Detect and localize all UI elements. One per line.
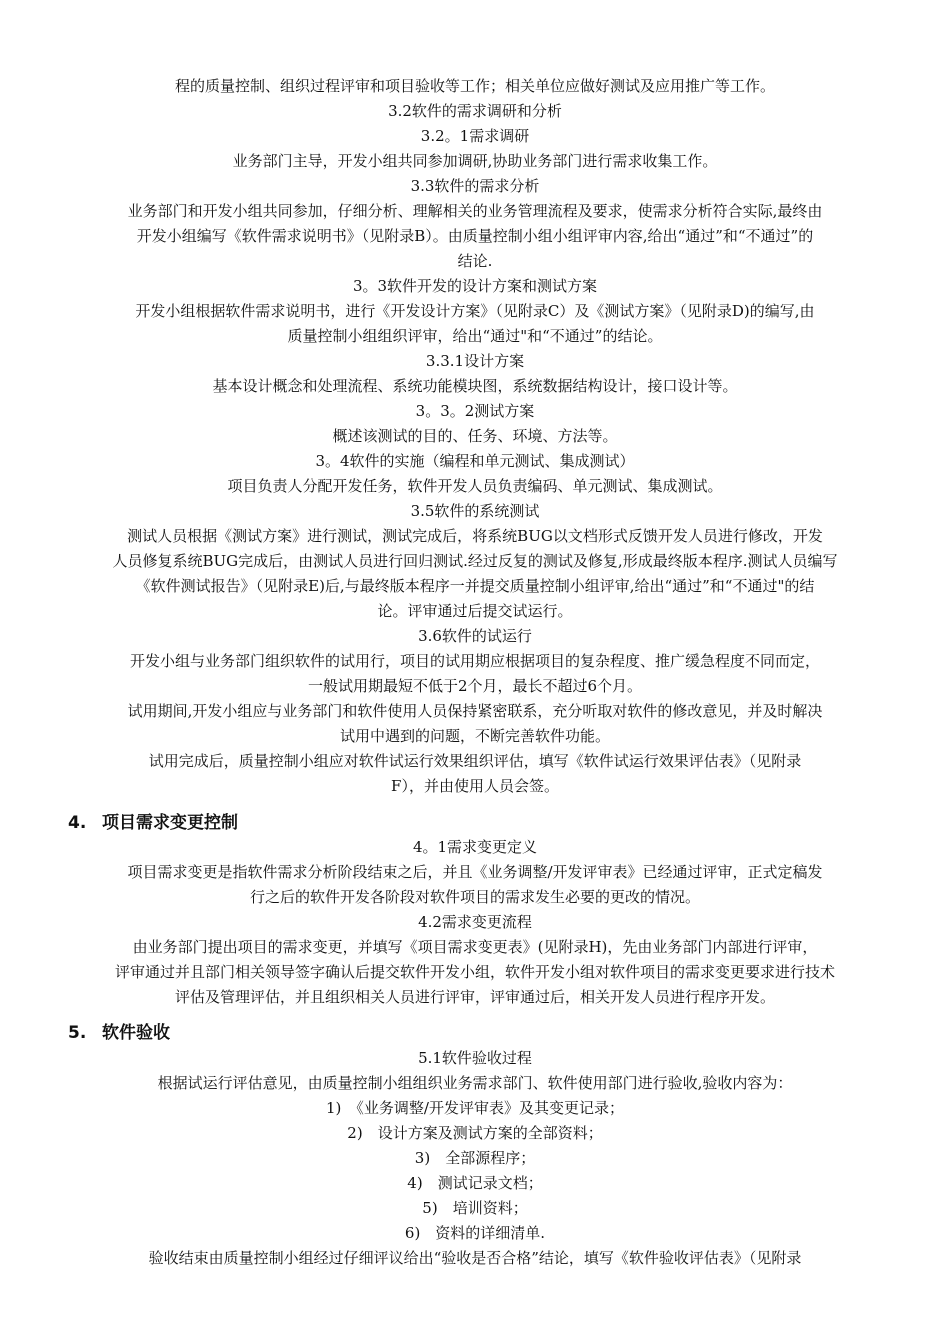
section-title: 3.5软件的系统测试: [410, 502, 540, 520]
paragraph-line: 开发小组编写《软件需求说明书》（见附录B）。由质量控制小组小组评审内容,给出“通过”和“不通过”的: [136, 227, 814, 245]
paragraph-line: 试用期间,开发小组应与业务部门和软件使用人员保持紧密联系，充分听取对软件的修改意见，并及时解决: [127, 702, 823, 720]
section-title: 3.3软件的需求分析: [410, 177, 540, 195]
paragraph-line: 人员修复系统BUG完成后，由测试人员进行回归测试.经过反复的测试及修复,形成最终版本程序.测试人员编写: [112, 552, 838, 570]
list-item: 5) 培训资料；: [422, 1199, 528, 1217]
paragraph-line: 《软件测试报告》（见附录E)后,与最终版本程序一并提交质量控制小组评审,给出“通过”和“不通过"的结: [135, 577, 815, 595]
chapter-heading: [68, 812, 238, 834]
section-title: 3。3软件开发的设计方案和测试方案: [352, 277, 598, 295]
paragraph-line: 验收结束由质量控制小组经过仔细评议给出“验收是否合格”结论，填写《软件验收评估表》（见附录: [148, 1249, 802, 1267]
section-title: 3。3。2测试方案: [415, 402, 535, 420]
paragraph-line: 项目需求变更是指软件需求分析阶段结束之后，并且《业务调整/开发评审表》已经通过评审，正式定稿发: [127, 863, 823, 881]
section-title: 4。1需求变更定义: [412, 838, 538, 856]
paragraph-line: 论。评审通过后提交试运行。: [377, 602, 573, 620]
chapter-heading: [68, 1022, 170, 1044]
section-title: 4.2需求变更流程: [418, 913, 532, 931]
paragraph-line: 由业务部门提出项目的需求变更，并填写《项目需求变更表》(见附录H)，先由业务部门内部进行评审，: [132, 938, 818, 956]
list-item: 6) 资料的详细清单.: [404, 1224, 546, 1242]
section-title: 3.6软件的试运行: [418, 627, 532, 645]
list-item: 1) 《业务调整/开发评审表》及其变更记录；: [326, 1099, 624, 1117]
paragraph-line: 评估及管理评估，并且组织相关人员进行评审，评审通过后，相关开发人员进行程序开发。: [174, 988, 775, 1006]
list-item: 3) 全部源程序；: [414, 1149, 536, 1167]
section-title: 3.3.1设计方案: [425, 352, 525, 370]
section-title: 3.2软件的需求调研和分析: [388, 102, 562, 120]
paragraph-line: 项目负责人分配开发任务，软件开发人员负责编码、单元测试、集成测试。: [227, 477, 723, 495]
paragraph-line: 基本设计概念和处理流程、系统功能模块图，系统数据结构设计，接口设计等。: [212, 377, 738, 395]
paragraph-line: 评审通过并且部门相关领导签字确认后提交软件开发小组，软件开发小组对软件项目的需求变更要求进行技术: [114, 963, 835, 981]
chapter-title: 项目需求变更控制: [102, 813, 238, 833]
section-title: 5.1软件验收过程: [418, 1049, 532, 1067]
chapter-title: 软件验收: [102, 1023, 170, 1043]
paragraph-line: 质量控制小组组织评审，给出“通过"和“不通过”的结论。: [287, 327, 663, 345]
paragraph-line: 概述该测试的目的、任务、环境、方法等。: [332, 427, 618, 445]
paragraph-line: 程的质量控制、组织过程评审和项目验收等工作；相关单位应做好测试及应用推广等工作。: [174, 77, 775, 95]
section-title: 3。4软件的实施（编程和单元测试、集成测试）: [315, 452, 635, 470]
paragraph-line: 业务部门和开发小组共同参加，仔细分析、理解相关的业务管理流程及要求，使需求分析符合实际,最终由: [127, 202, 823, 220]
chapter-number: 5.: [68, 1023, 87, 1043]
chapter-number: 4.: [68, 813, 87, 833]
list-item: 2) 设计方案及测试方案的全部资料；: [347, 1124, 603, 1142]
paragraph-line: 行之后的软件开发各阶段对软件项目的需求发生必要的更改的情况。: [249, 888, 700, 906]
list-item: 4) 测试记录文档；: [407, 1174, 543, 1192]
paragraph-line: 试用完成后，质量控制小组应对软件试运行效果组织评估，填写《软件试运行效果评估表》（见附录: [148, 752, 802, 770]
paragraph-line: 测试人员根据《测试方案》进行测试，测试完成后，将系统BUG以文档形式反馈开发人员进行修改，开发: [127, 527, 823, 545]
paragraph-line: 开发小组与业务部门组织软件的试用行，项目的试用期应根据项目的复杂程度、推广缓急程度不同而定，: [129, 652, 820, 670]
paragraph-line: 根据试运行评估意见，由质量控制小组组织业务需求部门、软件使用部门进行验收,验收内容为：: [157, 1074, 793, 1092]
paragraph-line: 开发小组根据软件需求说明书，进行《开发设计方案》（见附录C）及《测试方案》（见附录D)的编写,由: [135, 302, 815, 320]
section-title: 3.2。1需求调研: [420, 127, 530, 145]
paragraph-line: 一般试用期最短不低于2个月，最长不超过6个月。: [307, 677, 643, 695]
paragraph-line: 试用中遇到的问题，不断完善软件功能。: [339, 727, 610, 745]
paragraph-line: F），并由使用人员会签。: [391, 777, 559, 795]
paragraph-line: 业务部门主导，开发小组共同参加调研,协助业务部门进行需求收集工作。: [232, 152, 718, 170]
paragraph-line: 结论.: [457, 252, 493, 270]
